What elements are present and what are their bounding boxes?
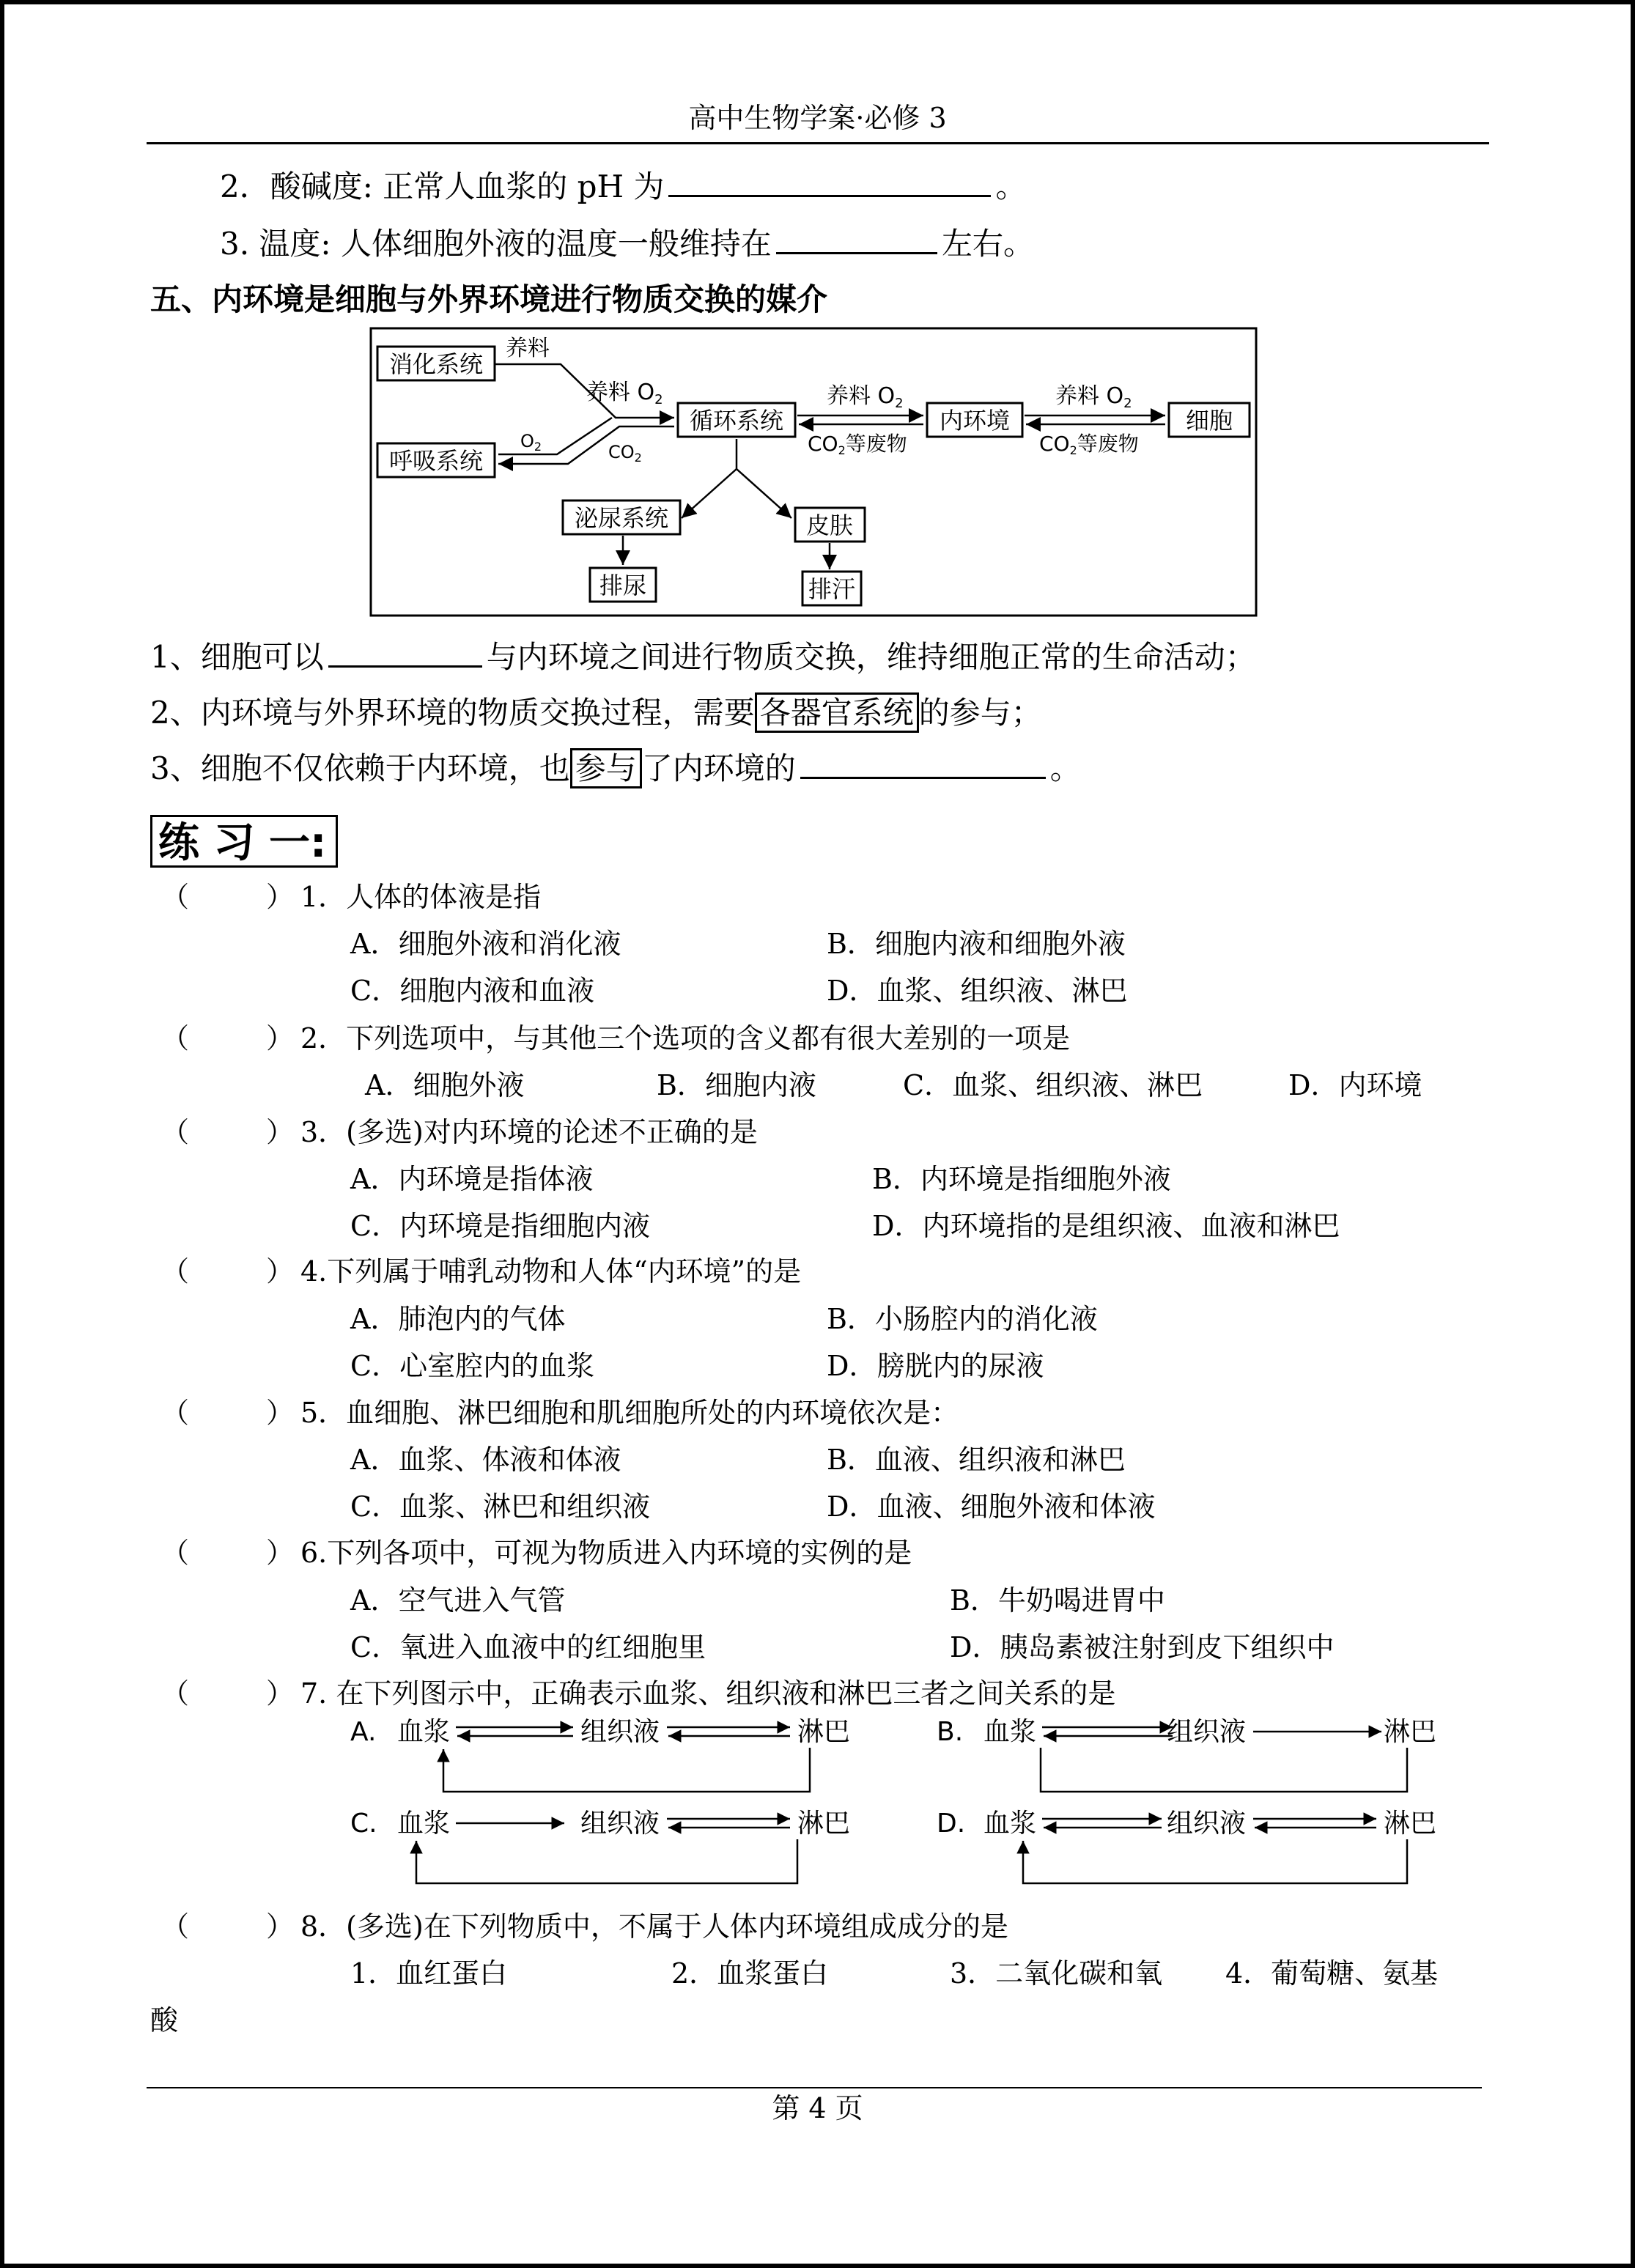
q7-option-c-letter: C. — [350, 1809, 377, 1839]
co2-waste-label-2: CO2等废物 — [1039, 432, 1139, 457]
q7-d-lymph: 淋巴 — [1384, 1809, 1437, 1839]
temperature-line: 3. 温度: 人体细胞外液的温度一般维持在 左右。 — [220, 226, 1034, 262]
q4-stem: 4.下列属于哺乳动物和人体“内环境”的是 — [300, 1255, 802, 1288]
point-3: 3、细胞不仅依赖于内环境，也 参与 了内环境的 。 — [150, 753, 1081, 784]
q8-option-3: 3．二氧化碳和氧 — [950, 1957, 1163, 1990]
q8-stem: 8．(多选)在下列物质中，不属于人体内环境组成成分的是 — [300, 1910, 1008, 1943]
q6-option-d: D．胰岛素被注射到皮下组织中 — [950, 1631, 1335, 1663]
exchange-diagram — [366, 326, 1261, 619]
q2-option-b: B．细胞内液 — [657, 1069, 816, 1101]
header-rule — [147, 142, 1489, 144]
q3-option-a: A．内环境是指体液 — [350, 1163, 594, 1195]
q3-stem: 3．(多选)对内环境的论述不正确的是 — [300, 1116, 758, 1148]
answer-paren-2[interactable]: （ ） — [161, 1022, 295, 1054]
q1-option-c: C．细胞内液和血液 — [350, 975, 595, 1007]
q2-stem: 2．下列选项中，与其他三个选项的含义都有很大差别的一项是 — [300, 1022, 1071, 1054]
exercise-title: 练 习 一: — [150, 815, 338, 868]
q7-b-tissue: 组织液 — [1167, 1717, 1247, 1747]
nutrients-o2-label-3: 养料 $O_2$ — [1055, 383, 1132, 411]
answer-paren-6[interactable]: （ ） — [161, 1537, 295, 1569]
footer-rule — [147, 2087, 1482, 2088]
cell-label: 细胞 — [1185, 407, 1233, 435]
co2-waste-label-1: CO2等废物 — [808, 432, 907, 457]
urination-label: 排尿 — [599, 572, 647, 599]
q6-option-a: A．空气进入气管 — [350, 1584, 566, 1617]
internal-env-label: 内环境 — [939, 407, 1011, 435]
answer-paren-8[interactable]: （ ） — [161, 1910, 295, 1943]
q4-option-a: A．肺泡内的气体 — [350, 1303, 566, 1335]
q2-option-d: D．内环境 — [1288, 1069, 1422, 1101]
point-1: 1、细胞可以 与内环境之间进行物质交换，维持细胞正常的生命活动； — [150, 639, 1256, 675]
q4-option-c: C．心室腔内的血浆 — [350, 1350, 595, 1382]
respiratory-label: 呼吸系统 — [388, 447, 484, 475]
q7-a-lymph: 淋巴 — [797, 1717, 851, 1747]
q7-stem: 7. 在下列图示中，正确表示血浆、组织液和淋巴三者之间关系的是 — [300, 1677, 1116, 1710]
q7-d-tissue: 组织液 — [1167, 1809, 1247, 1839]
q6-stem: 6.下列各项中，可视为物质进入内环境的实例的是 — [300, 1537, 912, 1569]
q7-option-a-letter: A. — [350, 1717, 377, 1747]
q7-c-lymph: 淋巴 — [797, 1809, 851, 1839]
temperature-blank[interactable] — [776, 252, 937, 254]
q5-option-a: A．血浆、体液和体液 — [350, 1444, 621, 1476]
q7-option-d-letter: D. — [937, 1809, 966, 1839]
nutrients-o2-label-1: 养料 $O_2$ — [586, 380, 663, 407]
answer-paren-1[interactable]: （ ） — [161, 881, 295, 913]
q3-option-d: D．内环境指的是组织液、血液和淋巴 — [872, 1210, 1340, 1242]
q7-a-tissue: 组织液 — [580, 1717, 660, 1747]
q2-option-c: C．血浆、组织液、淋巴 — [903, 1069, 1203, 1101]
q7-d-plasma: 血浆 — [983, 1809, 1037, 1839]
q1-stem: 1．人体的体液是指 — [300, 881, 542, 913]
point3-blank[interactable] — [800, 777, 1046, 779]
q1-option-d: D．血浆、组织液、淋巴 — [827, 975, 1128, 1007]
section5-title: 五、内环境是细胞与外界环境进行物质交换的媒介 — [150, 281, 828, 317]
q7-relationship-diagrams — [337, 1711, 1480, 1909]
answer-paren-3[interactable]: （ ） — [161, 1116, 295, 1148]
o2-label-1: $O_2$ — [520, 431, 542, 454]
ph-blank[interactable] — [668, 195, 991, 197]
ph-line: 2．酸碱度: 正常人血浆的 pH 为 。 — [220, 169, 1027, 204]
q8-option-4-wrap: 酸 — [150, 2004, 179, 2036]
q6-option-c: C．氧进入血液中的红细胞里 — [350, 1631, 706, 1663]
q4-option-b: B．小肠腔内的消化液 — [827, 1303, 1098, 1335]
q7-a-plasma: 血浆 — [397, 1717, 451, 1747]
circulatory-label: 循环系统 — [689, 407, 784, 435]
answer-paren-5[interactable]: （ ） — [161, 1397, 295, 1429]
q6-option-b: B．牛奶喝进胃中 — [950, 1584, 1165, 1617]
q5-option-b: B．血液、组织液和淋巴 — [827, 1444, 1126, 1476]
page-header: 高中生物学案·必修 3 — [688, 102, 947, 134]
q1-option-b: B．细胞内液和细胞外液 — [827, 928, 1126, 960]
q7-b-lymph: 淋巴 — [1384, 1717, 1437, 1747]
point-2: 2、内环境与外界环境的物质交换过程，需要 各器官系统 的参与； — [150, 698, 1042, 728]
answer-paren-4[interactable]: （ ） — [161, 1255, 295, 1288]
q8-option-4: 4．葡萄糖、氨基 — [1225, 1957, 1439, 1990]
q5-option-c: C．血浆、淋巴和组织液 — [350, 1491, 651, 1523]
q1-option-a: A．细胞外液和消化液 — [350, 928, 621, 960]
answer-paren-7[interactable]: （ ） — [161, 1677, 295, 1710]
point1-blank[interactable] — [328, 665, 482, 668]
q8-option-2: 2．血浆蛋白 — [671, 1957, 829, 1990]
co2-label-1: $CO_2$ — [608, 442, 642, 465]
q3-option-c: C．内环境是指细胞内液 — [350, 1210, 651, 1242]
digestive-label: 消化系统 — [388, 350, 484, 378]
q7-b-plasma: 血浆 — [983, 1717, 1037, 1747]
q8-option-1: 1．血红蛋白 — [350, 1957, 508, 1990]
page-number: 第 4 页 — [772, 2092, 863, 2124]
q4-option-d: D．膀胱内的尿液 — [827, 1350, 1044, 1382]
q7-option-b-letter: B. — [937, 1717, 964, 1747]
sweating-label: 排汗 — [808, 575, 856, 603]
nutrients-label-1: 养料 — [506, 336, 550, 361]
nutrients-o2-label-2: 养料 $O_2$ — [827, 383, 904, 411]
q7-c-plasma: 血浆 — [397, 1809, 451, 1839]
q5-stem: 5．血细胞、淋巴细胞和肌细胞所处的内环境依次是： — [300, 1397, 959, 1429]
urinary-label: 泌尿系统 — [574, 504, 669, 532]
q7-c-tissue: 组织液 — [580, 1809, 660, 1839]
q2-option-a: A．细胞外液 — [365, 1069, 525, 1101]
q5-option-d: D．血液、细胞外液和体液 — [827, 1491, 1156, 1523]
skin-label: 皮肤 — [805, 511, 854, 539]
q3-option-b: B．内环境是指细胞外液 — [872, 1163, 1171, 1195]
